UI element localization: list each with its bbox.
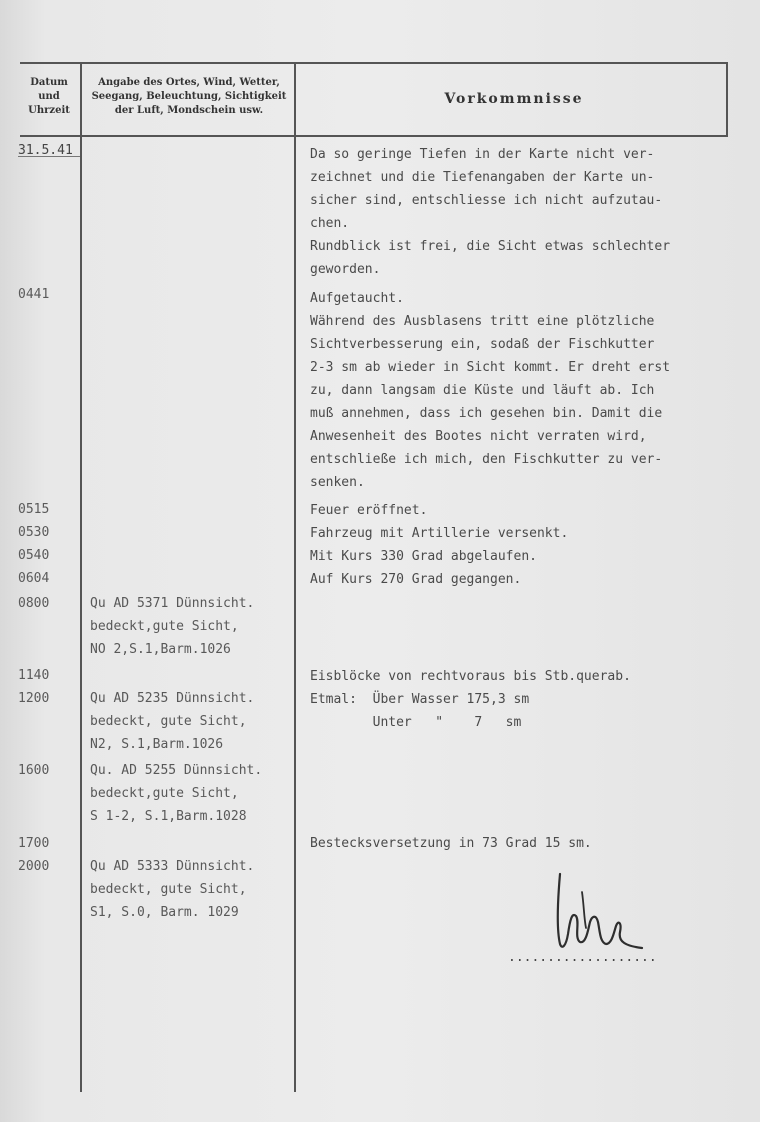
header-date-line-1: Datum xyxy=(30,77,68,88)
entry-place: Qu AD 5371 Dünnsicht. bedeckt,gute Sicht, NO 2,S.1,Barm.1026 xyxy=(90,596,255,657)
entry-place: Qu AD 5333 Dünnsicht. bedeckt, gute Sicht, S1, S.0, Barm. 1029 xyxy=(90,859,255,920)
entry-time: 2000 xyxy=(18,859,50,874)
entry-text: Eisblöcke von rechtvoraus bis Stb.querab. xyxy=(310,669,631,684)
header-date-line-3: Uhrzeit xyxy=(28,105,70,116)
entry-date: 31.5.41 xyxy=(18,143,73,158)
entry-text: Feuer eröffnet. xyxy=(310,503,428,518)
header-place-weather xyxy=(84,76,294,118)
entry-text: Aufgetaucht. Während des Ausblasens tritt eine plötzliche Sichtverbesserung ein, sodaß der Fischkutter 2-3 sm ab wieder in Sicht kommt. Er dreht erst zu, dann langsam die Küste und läuft ab. Ich muß annehmen, dass ich gesehen bin. Damit die Anwesenheit des Bootes nicht verraten wird, entschließe ich mich, den Fischkutter zu ver- senken. xyxy=(310,291,671,490)
header-date-time xyxy=(20,76,78,118)
entry-text: Auf Kurs 270 Grad gegangen. xyxy=(310,572,522,587)
entry-time: 0515 xyxy=(18,502,50,517)
signature-mark xyxy=(556,872,646,952)
entry-time: 0800 xyxy=(18,596,50,611)
entry-time: 1200 xyxy=(18,691,50,706)
header-place-line-2: Seegang, Beleuchtung, Sichtigkeit xyxy=(91,91,287,102)
header-place-line-3: der Luft, Mondschein usw. xyxy=(114,105,264,116)
entry-place: Qu AD 5235 Dünnsicht. bedeckt, gute Sicht, N2, S.1,Barm.1026 xyxy=(90,691,255,752)
entry-text: Bestecksversetzung in 73 Grad 15 sm. xyxy=(310,836,592,851)
entry-time: 0441 xyxy=(18,287,50,302)
entry-time: 0604 xyxy=(18,571,50,586)
entry-text: Mit Kurs 330 Grad abgelaufen. xyxy=(310,549,537,564)
entry-time: 1140 xyxy=(18,668,50,683)
header-date-line-2: und xyxy=(38,91,60,102)
signature-line: ................... xyxy=(508,950,657,965)
entry-text: Etmal: Über Wasser 175,3 sm Unter " 7 sm xyxy=(310,692,530,730)
entry-text: Da so geringe Tiefen in der Karte nicht ver- zeichnet und die Tiefenangaben der Karte un- sicher sind, entschliesse ich nicht aufzutau- chen. Rundblick ist frei, die Sicht etwas schlechter geworden. xyxy=(310,147,671,277)
entry-time: 0530 xyxy=(18,525,50,540)
entry-place: Qu. AD 5255 Dünnsicht. bedeckt,gute Sicht, S 1-2, S.1,Barm.1028 xyxy=(90,763,263,824)
header-events: Vorkommnisse xyxy=(444,91,584,107)
header-bottom-rule xyxy=(20,135,728,137)
entry-time: 1600 xyxy=(18,763,50,778)
entry-text: Fahrzeug mit Artillerie versenkt. xyxy=(310,526,569,541)
entry-time: 1700 xyxy=(18,836,50,851)
top-rule xyxy=(20,62,728,64)
entry-time: 0540 xyxy=(18,548,50,563)
col-divider-place xyxy=(294,62,296,1092)
header-place-line-1: Angabe des Ortes, Wind, Wetter, xyxy=(98,77,280,88)
